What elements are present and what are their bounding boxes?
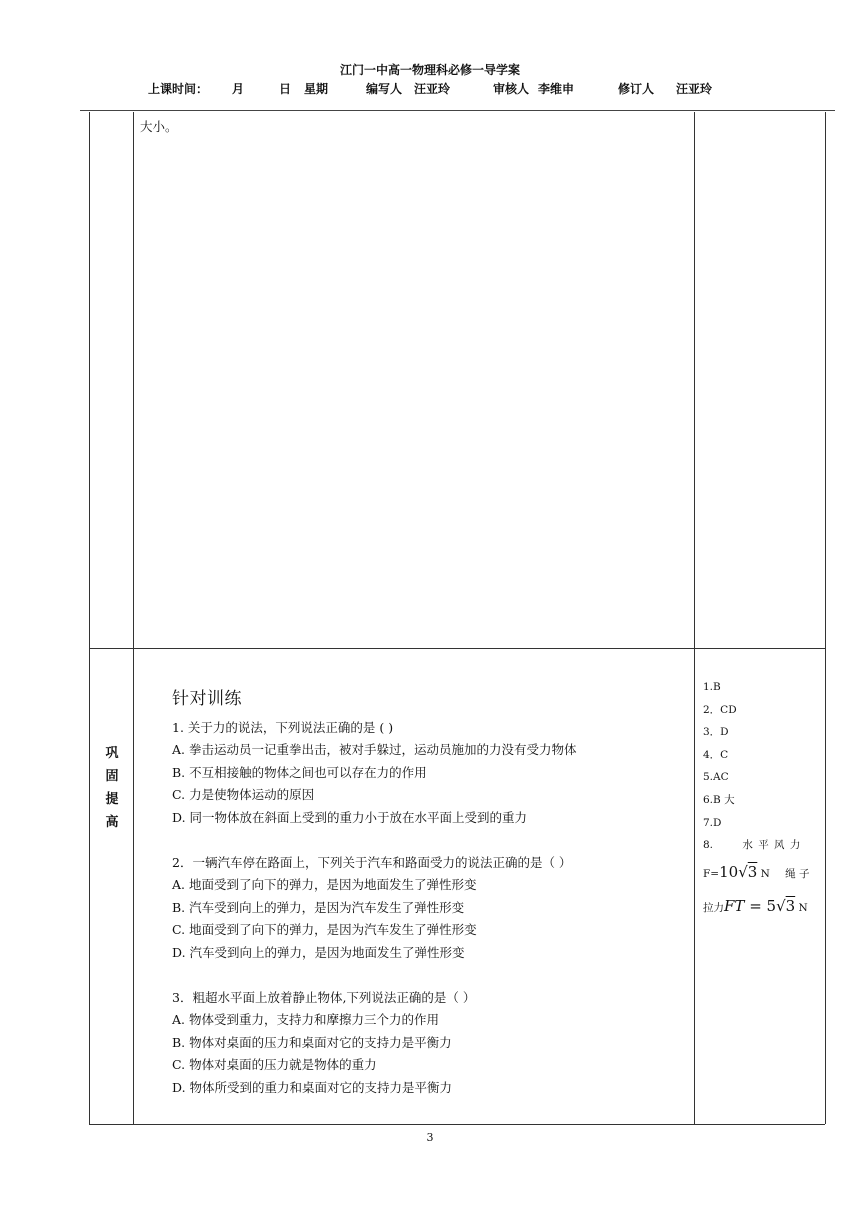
question-option: A. 地面受到了向下的弹力，是因为地面发生了弹性形变 — [172, 877, 477, 893]
table-row-divider — [89, 648, 825, 649]
answer-2: 2．CD — [703, 703, 737, 716]
reviser-label: 修订人 — [618, 82, 655, 96]
table-border-left — [89, 112, 90, 1124]
question-option: D. 同一物体放在斜面上受到的重力小于放在水平面上受到的重力 — [172, 809, 528, 825]
tension-unit: N — [798, 902, 808, 915]
question-option: C. 力是使物体运动的原因 — [172, 787, 315, 803]
answer-1: 1.B — [703, 681, 721, 693]
sqrt-icon: √ — [776, 897, 786, 916]
question-3 — [172, 987, 475, 1099]
weekday-label: 星期 — [304, 82, 329, 96]
answer-8-tension — [703, 895, 821, 920]
top-cell-text: 大小。 — [140, 119, 178, 134]
section-label — [90, 742, 134, 834]
force-unit: N — [760, 867, 770, 880]
table-divider-answer — [694, 112, 695, 1124]
document-title: 江门一中高一物理科必修一导学案 — [339, 63, 520, 77]
question-stem: 1. 关于力的说法，下列说法正确的是 ( ) — [172, 720, 394, 735]
question-option: C. 地面受到了向下的弹力，是因为汽车发生了弹性形变 — [172, 922, 477, 938]
answer-8-number: 8. — [703, 839, 714, 852]
force-prefix: F= — [703, 867, 720, 880]
writer-label: 编写人 — [366, 82, 403, 96]
question-1 — [172, 717, 576, 829]
tension-radicand: 3 — [785, 897, 796, 916]
question-2 — [172, 852, 571, 964]
answer-8-text: 水 平 风 力 — [742, 839, 802, 852]
section-heading: 针对训练 — [172, 689, 242, 709]
section-label-char: 提 — [105, 792, 119, 807]
day-label: 日 — [279, 82, 292, 96]
question-option: B. 物体对桌面的压力和桌面对它的支持力是平衡力 — [172, 1034, 452, 1050]
question-option: A. 物体受到重力，支持力和摩擦力三个力的作用 — [172, 1012, 439, 1028]
tension-symbol: FT — [724, 897, 745, 916]
answer-column — [703, 676, 821, 920]
answer-5: 5.AC — [703, 771, 729, 784]
force-radicand: 3 — [747, 862, 758, 881]
reviser-name: 汪亚玲 — [676, 82, 713, 96]
answer-6: 6.B 大 — [703, 793, 735, 806]
table-border-bottom — [89, 1124, 825, 1125]
class-time-label: 上课时间： — [148, 82, 209, 96]
reviewer-label: 审核人 — [493, 82, 530, 96]
pull-label: 拉力 — [703, 902, 724, 915]
answer-8-force — [703, 861, 821, 886]
question-option: A. 拳击运动员一记重拳出击，被对手躲过，运动员施加的力没有受力物体 — [172, 742, 577, 758]
writer-name: 汪亚玲 — [414, 82, 451, 96]
table-border-right — [825, 112, 826, 1124]
answer-4: 4．C — [703, 748, 729, 761]
table-divider-label — [133, 112, 134, 1124]
section-label-char: 巩 — [105, 746, 119, 761]
question-option: D. 物体所受到的重力和桌面对它的支持力是平衡力 — [172, 1079, 453, 1095]
rope-text: 绳 子 — [785, 867, 810, 880]
answer-8 — [703, 834, 821, 857]
answer-7: 7.D — [703, 816, 722, 829]
header-rule — [80, 110, 835, 111]
tension-eq: = 5 — [744, 897, 777, 916]
question-stem: 3．粗超水平面上放着静止物体,下列说法正确的是（ ） — [172, 990, 476, 1005]
page-number: 3 — [426, 1131, 434, 1144]
question-stem: 2．一辆汽车停在路面上，下列关于汽车和路面受力的说法正确的是（ ） — [172, 855, 572, 870]
section-label-char: 高 — [105, 815, 119, 830]
question-option: D. 汽车受到向上的弹力，是因为地面发生了弹性形变 — [172, 944, 465, 960]
question-option: B. 汽车受到向上的弹力，是因为汽车发生了弹性形变 — [172, 899, 465, 915]
sqrt-icon: √ — [738, 862, 748, 881]
answer-3: 3．D — [703, 726, 729, 739]
question-option: B. 不互相接触的物体之间也可以存在力的作用 — [172, 764, 427, 780]
question-option: C. 物体对桌面的压力就是物体的重力 — [172, 1057, 377, 1073]
month-label: 月 — [232, 82, 245, 96]
section-label-char: 固 — [105, 769, 119, 784]
reviewer-name: 李维申 — [538, 82, 575, 96]
force-coef: 10 — [719, 862, 739, 881]
